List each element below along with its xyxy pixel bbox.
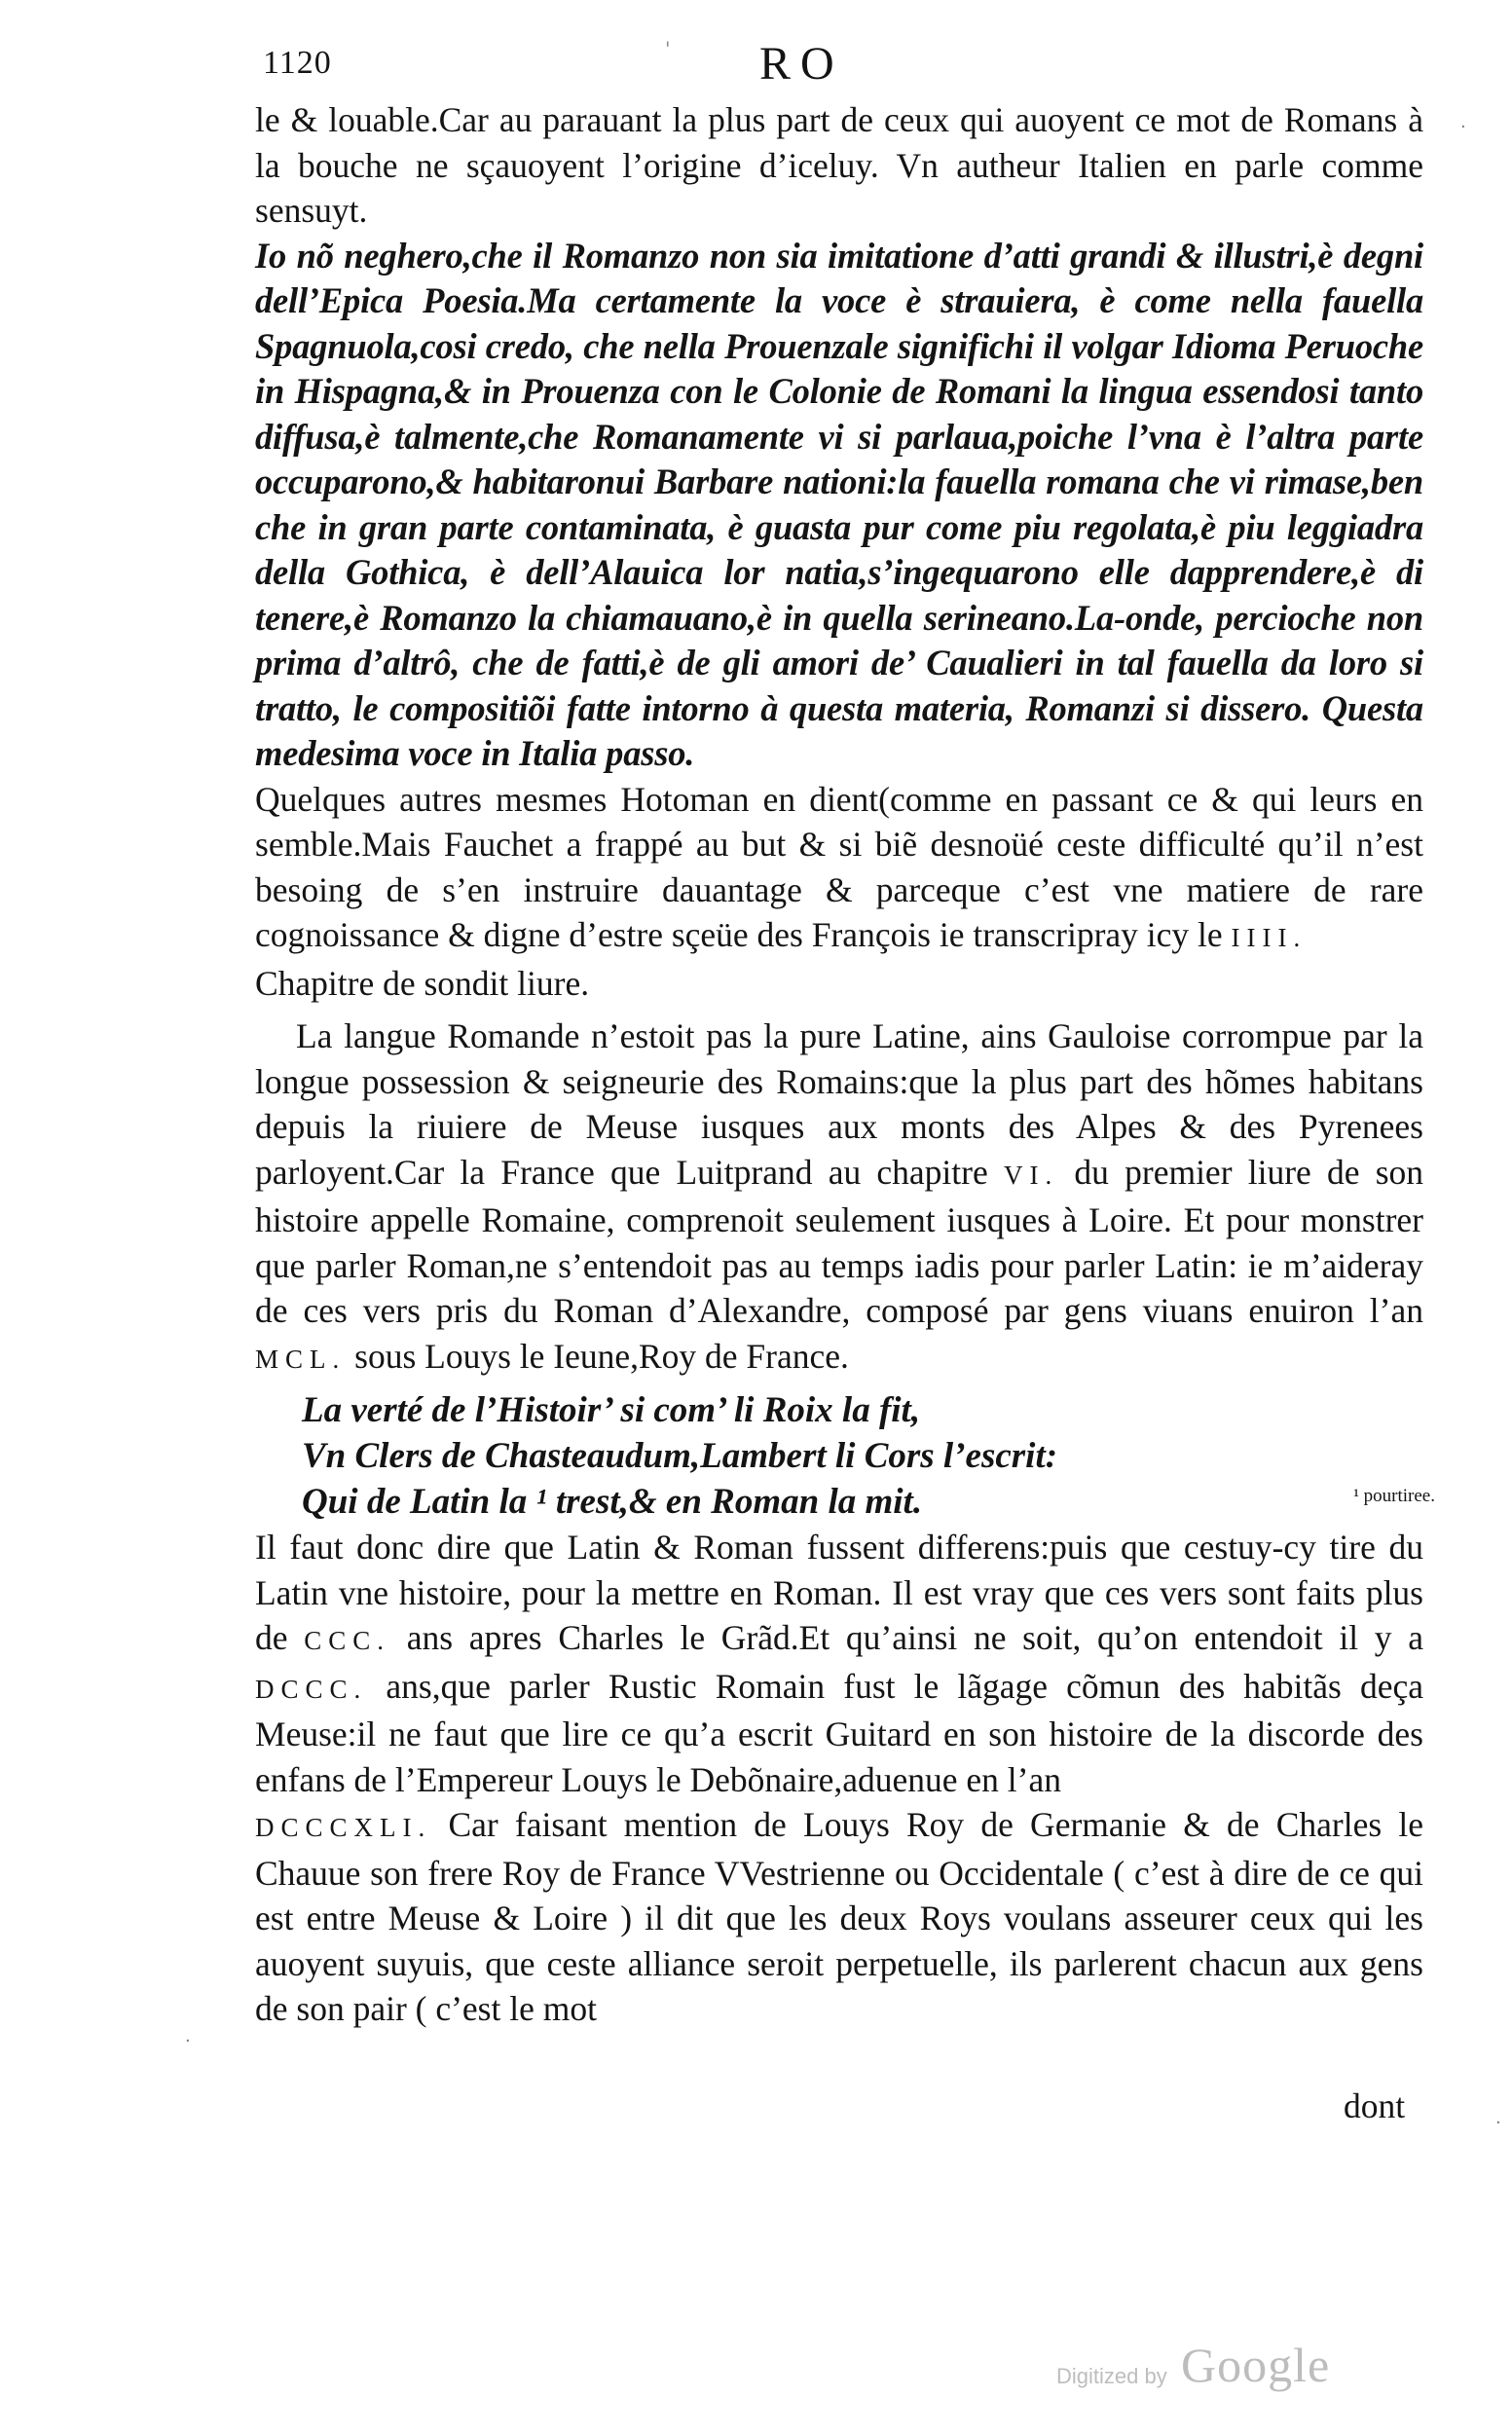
print-speck: · <box>1460 117 1466 137</box>
numeral-dccc: DCCC. <box>255 1674 368 1704</box>
print-speck: · <box>1495 2113 1501 2133</box>
year-numeral-dcccxli: DCCCXLI. <box>255 1813 432 1842</box>
hotoman-paragraph <box>255 777 1423 1007</box>
conclusion-text-a: Il faut donc dire que Latin & Roman fussent differens:puis que cestuy-cy tire du Latin vne histoire, pour la mettre en Roman. Il est vray que ces vers sont faits plus de <box>255 1528 1423 1657</box>
page-body <box>255 97 1435 2032</box>
marginal-note: ¹ pourtiree. <box>1353 1486 1435 1506</box>
print-mark: ' <box>665 37 671 60</box>
intro-paragraph: le & louable.Car au parauant la plus part de ceux qui auoyent ce mot de Romans à la bouche ne sçauoyent l’origine d’iceluy. Vn autheur Italien en parle comme sensuyt. <box>255 100 1423 230</box>
page-number: 1120 <box>263 45 332 81</box>
conclusion-text-b: ans apres Charles le Grãd.Et qu’ainsi ne soit, qu’on entendoit il y a <box>406 1618 1423 1657</box>
verse-line-text: Qui de Latin la ¹ trest,& en Roman la mit. <box>302 1482 923 1522</box>
verse-block <box>255 1387 1435 1525</box>
romande-text-c: sous Louys le Ieune,Roy de France. <box>354 1336 849 1376</box>
chapter-numeral-vi: VI. <box>1003 1160 1059 1190</box>
romande-paragraph <box>255 1014 1423 1382</box>
hotoman-text-a: Quelques autres mesmes Hotoman en dient(comme en passant ce & qui leurs en semble.Mais Fauchet a frappé au but & si biẽ desnoüé ceste difficulté qu’il n’est besoing de s’en instruire dauantage & parceque c’est vne matiere de rare cognoissance & digne d’estre sçeüe des François ie transcripray icy le <box>255 779 1423 954</box>
verse-line-with-note <box>302 1479 1435 1525</box>
italian-quotation: Io nõ neghero,che il Romanzo non sia imitatione d’atti grandi & illustri,è degni dell’Epica Poesia.Ma certamente la voce è strauiera, è come nella fauella Spagnuola,cosi credo, che nella Prouenzale significhi il volgar Idioma Peruoche in Hispagna,& in Prouenza con le Colonie de Romani la lingua essendosi tanto diffusa,è talmente,che Romanamente vi si parlaua,poiche l’vna è l’altra parte occuparono,& habitaronui Barbare nationi:la fauella romana che vi rimase,ben che in gran parte contaminata, è guasta pur come piu regolata,è piu leggiadra della Gothica, è dell’Alauica lor natia,s’ingequarono elle dapprendere,è di tenere,è Romanzo la chiamauano,è in quella serineano.La-onde, percioche non prima d’altrô, che de fatti,è de gli amori de’ Caualieri in tal fauella da loro si tratto, le compositiõi fatte intorno à questa materia, Romanzi si dissero. Questa medesima voce in Italia passo. <box>255 235 1423 773</box>
verse-line: La verté de l’Histoir’ si com’ li Roix la fit, <box>302 1390 921 1430</box>
romande-text-b: du premier liure de son histoire appelle Romaine, comprenoit seulement iusques à Loire. Et pour monstrer que parler Roman,ne s’entendoit pas au temps iadis pour parler Latin: ie m’aideray de ces vers pris du Roman d’Alexandre, composé par gens viuans enuiron l’an <box>255 1152 1424 1330</box>
chapter-numeral: IIII. <box>1231 923 1308 952</box>
hotoman-text-b: Chapitre de sondit liure. <box>255 963 590 1003</box>
catchword: dont <box>1344 2086 1406 2125</box>
print-speck: · <box>185 2031 191 2051</box>
google-logo: Google <box>1181 2338 1331 2392</box>
conclusion-text-c: ans,que parler Rustic Romain fust le lãgage cõmun des habitãs deça Meuse:il ne faut que lire ce qu’a escrit Guitard en son histoire de la discorde des enfans de l’Empereur Louys le Debõnaire,aduenue en l’an <box>255 1666 1423 1799</box>
running-head: RO <box>759 38 844 90</box>
romande-text-a: La langue Romande n’estoit pas la pure Latine, ains Gauloise corrompue par la longue possession & seigneurie des Romains:que la plus part des hõmes habitans depuis la riuiere de Meuse iusques aux monts des Alpes & des Pyrenees parloyent.Car la France que Luitprand au chapitre <box>255 1016 1423 1192</box>
verse-line: Vn Clers de Chasteaudum,Lambert li Cors l’escrit: <box>302 1436 1058 1476</box>
watermark-prefix: Digitized by <box>1056 2364 1167 2388</box>
digitized-watermark <box>1056 2337 1378 2395</box>
conclusion-paragraph <box>255 1525 1423 2032</box>
year-numeral-mcl: MCL. <box>255 1344 347 1374</box>
conclusion-text-d: Car faisant mention de Louys Roy de Germanie & de Charles le Chauue son frere Roy de France VVestrienne ou Occidentale ( c’est à dire de ce qui est entre Meuse & Loire ) il dit que les deux Roys voulans asseurer ceux qui les auoyent suyuis, que ceste alliance seroit perpetuelle, ils parlerent chacun aux gens de son pair ( c’est le mot <box>255 1805 1423 2028</box>
numeral-ccc: CCC. <box>304 1626 390 1655</box>
page-header <box>0 37 1512 95</box>
